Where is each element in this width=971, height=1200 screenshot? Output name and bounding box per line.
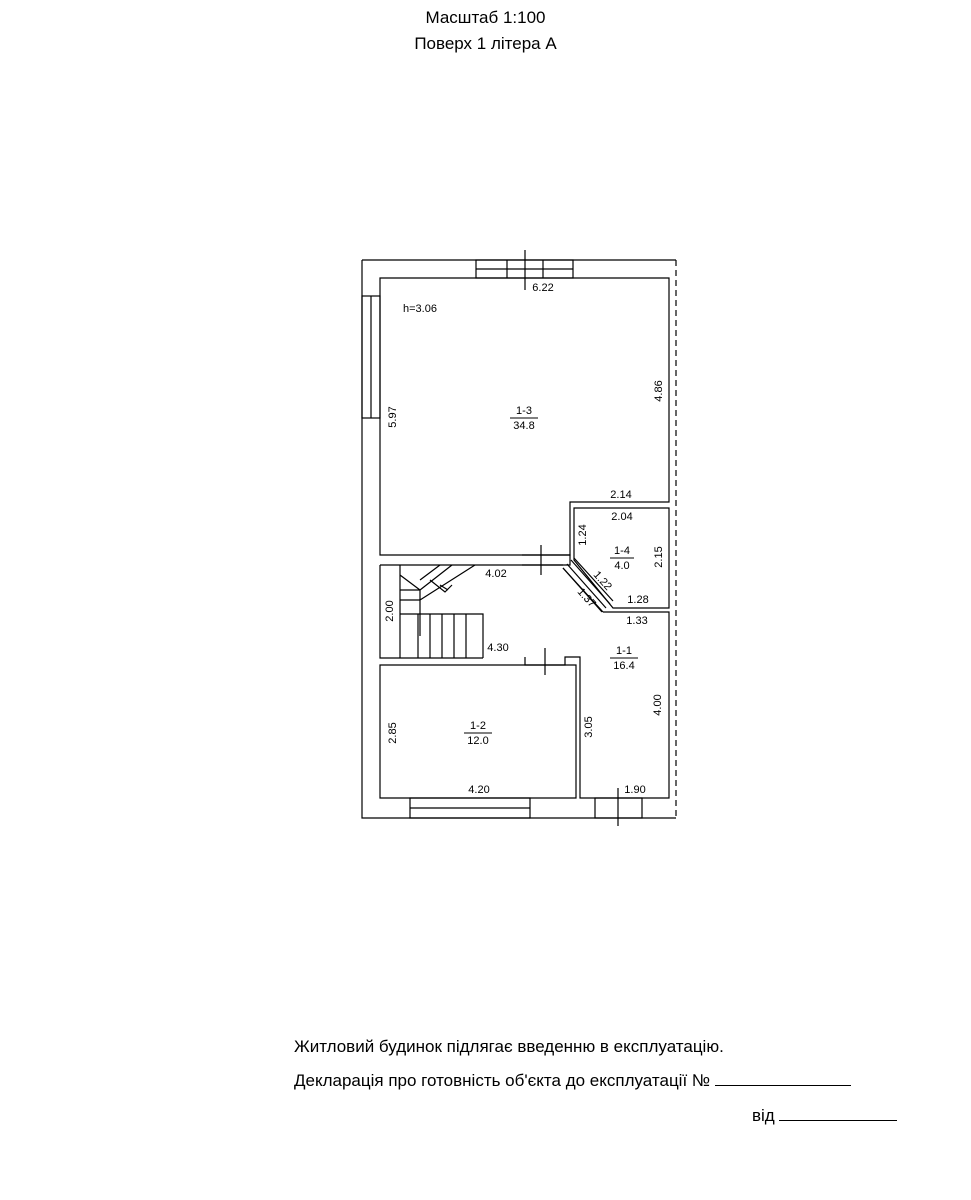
- dim-label: 4.30: [487, 642, 509, 654]
- ceiling-height: h=3.06: [403, 303, 437, 315]
- dim-label: 6.22: [532, 282, 554, 294]
- dim-label: 2.85: [387, 722, 399, 744]
- svg-text:34.8: 34.8: [513, 420, 535, 432]
- outer-wall: [362, 260, 676, 818]
- svg-text:1-1: 1-1: [616, 645, 632, 657]
- dim-label: 1.24: [577, 524, 589, 546]
- dim-label: 3.05: [583, 716, 595, 738]
- staircase: [400, 565, 483, 658]
- svg-text:1-4: 1-4: [614, 545, 630, 557]
- declaration-label: Декларація про готовність об'єкта до експлуатації №: [294, 1071, 711, 1090]
- room-label-1-3: [510, 405, 538, 432]
- dim-label: 5.97: [387, 406, 399, 428]
- dim-label: 2.04: [611, 511, 633, 523]
- declaration-line: [294, 1071, 851, 1091]
- dim-label: 1.28: [627, 594, 649, 606]
- svg-text:1-2: 1-2: [470, 720, 486, 732]
- dim-label: 4.20: [468, 784, 490, 796]
- svg-text:1-3: 1-3: [516, 405, 532, 417]
- dim-label: 2.00: [384, 600, 396, 622]
- dim-label: 2.14: [610, 489, 632, 501]
- dim-label: 4.00: [652, 694, 664, 716]
- svg-text:12.0: 12.0: [467, 735, 489, 747]
- room-1-1-outline: [525, 612, 669, 798]
- dim-label: 1.90: [624, 784, 646, 796]
- svg-text:4.0: 4.0: [614, 560, 630, 572]
- dim-label: 2.15: [653, 546, 665, 568]
- dim-label: 1.37: [574, 586, 598, 610]
- date-line: [752, 1106, 897, 1126]
- svg-text:16.4: 16.4: [613, 660, 635, 672]
- dim-label: 1.22: [590, 569, 614, 593]
- scale-title: Масштаб 1:100: [425, 8, 546, 27]
- room-label-1-4: [610, 545, 634, 572]
- date-label: від: [752, 1106, 775, 1125]
- declaration-number-blank: [715, 1071, 851, 1086]
- commissioning-note: Житловий будинок підлягає введенню в експлуатацію.: [294, 1037, 724, 1056]
- dim-label: 1.33: [626, 615, 648, 627]
- dim-label: 4.02: [485, 568, 507, 580]
- floor-title: Поверх 1 літера А: [414, 34, 557, 53]
- dim-label: 4.86: [653, 380, 665, 402]
- room-label-1-1: [610, 645, 638, 672]
- room-label-1-2: [464, 720, 492, 747]
- date-blank: [779, 1106, 897, 1121]
- hall-outline: [380, 565, 563, 658]
